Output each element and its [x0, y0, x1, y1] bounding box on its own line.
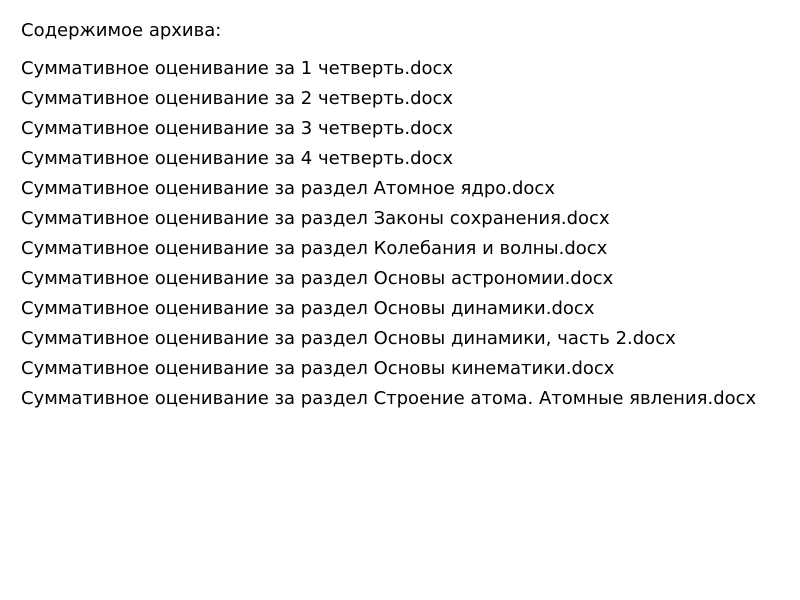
file-list-item: Суммативное оценивание за 4 четверть.docx	[21, 148, 454, 169]
file-list-item: Суммативное оценивание за раздел Колебания и волны.docx	[21, 238, 608, 259]
file-list-item: Суммативное оценивание за раздел Атомное ядро.docx	[21, 178, 555, 199]
file-list-item: Суммативное оценивание за раздел Основы астрономии.docx	[21, 268, 614, 289]
file-list-item: Суммативное оценивание за раздел Основы кинематики.docx	[21, 358, 615, 379]
page-title: Содержимое архива:	[21, 20, 222, 41]
file-list-item: Суммативное оценивание за 3 четверть.docx	[21, 118, 454, 139]
file-list-item: Суммативное оценивание за раздел Основы динамики, часть 2.docx	[21, 328, 676, 349]
file-list	[21, 54, 800, 414]
file-list-item: Суммативное оценивание за раздел Основы динамики.docx	[21, 298, 595, 319]
file-list-item: Суммативное оценивание за раздел Строение атома. Атомные явления.docx	[21, 388, 757, 409]
file-list-item: Суммативное оценивание за 2 четверть.docx	[21, 88, 454, 109]
file-list-item: Суммативное оценивание за раздел Законы сохранения.docx	[21, 208, 610, 229]
file-list-item: Суммативное оценивание за 1 четверть.docx	[21, 58, 454, 79]
